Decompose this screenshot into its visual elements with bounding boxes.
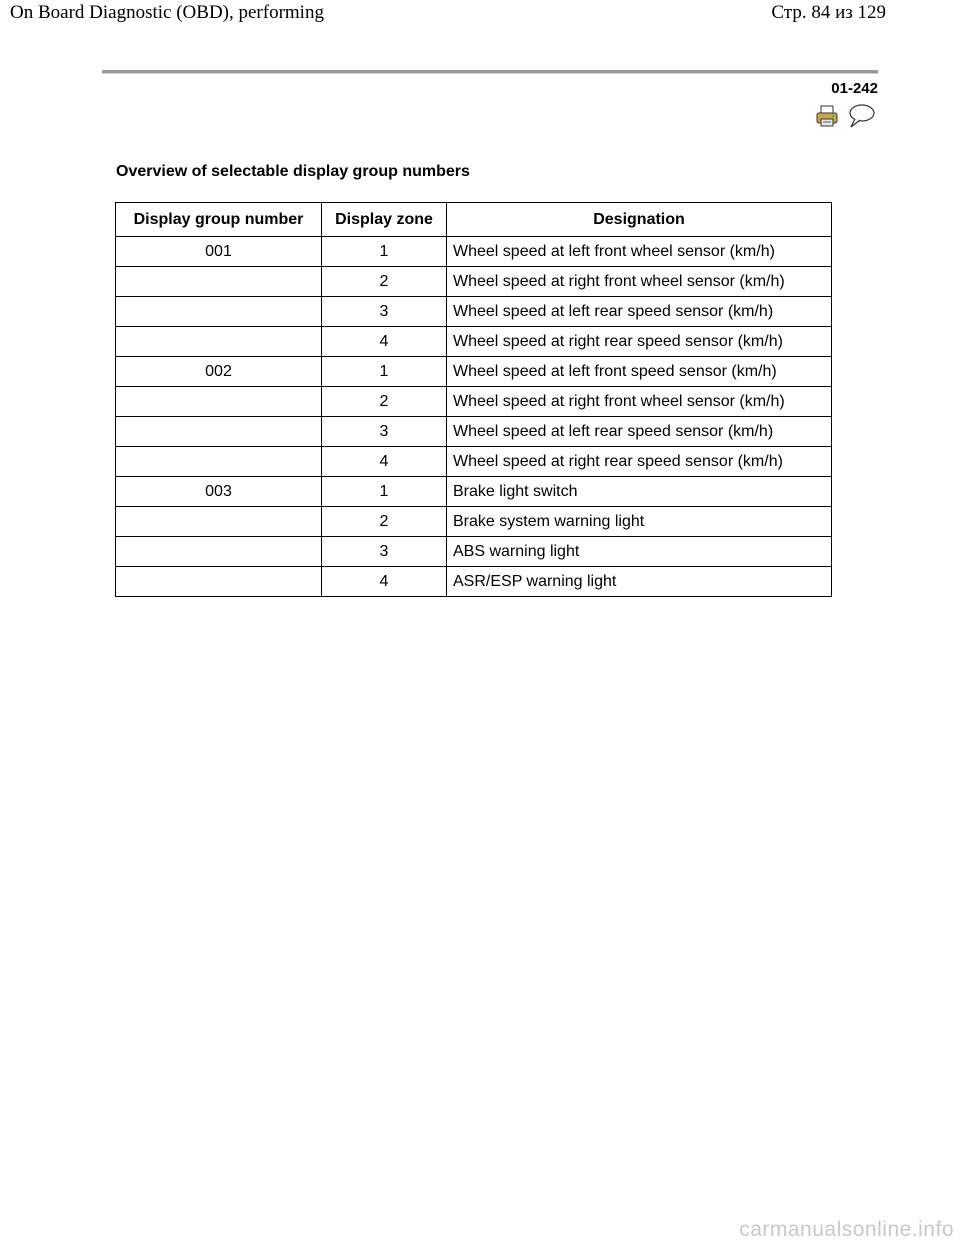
zone-cell: 2 [322,507,447,537]
designation-cell: Wheel speed at right rear speed sensor (km/h) [447,327,832,357]
designation-cell: Wheel speed at left front wheel sensor (km/h) [447,237,832,267]
group-cell [116,507,322,537]
table-row [116,327,832,357]
display-groups-table [115,202,832,597]
table-row [116,387,832,417]
table-row [116,537,832,567]
zone-cell: 1 [322,357,447,387]
zone-cell: 1 [322,477,447,507]
group-cell [116,447,322,477]
designation-cell: Wheel speed at right front wheel sensor (km/h) [447,387,832,417]
document-number: 01-242 [831,80,878,97]
zone-cell: 3 [322,417,447,447]
designation-cell: Wheel speed at left rear speed sensor (km/h) [447,297,832,327]
printer-icon[interactable] [816,105,838,127]
zone-cell: 3 [322,297,447,327]
table-row [116,477,832,507]
group-cell [116,297,322,327]
table-row [116,357,832,387]
group-cell: 001 [116,237,322,267]
document-title: On Board Diagnostic (OBD), performing [10,2,324,23]
group-cell [116,387,322,417]
group-cell [116,537,322,567]
zone-cell: 1 [322,237,447,267]
zone-cell: 4 [322,327,447,357]
column-header: Designation [447,203,832,237]
designation-cell: Wheel speed at left rear speed sensor (km/h) [447,417,832,447]
group-cell [116,327,322,357]
group-cell [116,417,322,447]
header-divider [102,70,878,74]
designation-cell: ASR/ESP warning light [447,567,832,597]
zone-cell: 2 [322,387,447,417]
designation-cell: Wheel speed at right rear speed sensor (km/h) [447,447,832,477]
table-row [116,507,832,537]
table-row [116,567,832,597]
group-cell: 002 [116,357,322,387]
designation-cell: Brake system warning light [447,507,832,537]
zone-cell: 4 [322,447,447,477]
section-heading: Overview of selectable display group numbers [116,163,470,180]
designation-cell: Wheel speed at right front wheel sensor (km/h) [447,267,832,297]
table-row [116,417,832,447]
zone-cell: 3 [322,537,447,567]
zone-cell: 2 [322,267,447,297]
page-counter: Стр. 84 из 129 [771,2,886,23]
table-row [116,267,832,297]
designation-cell: Wheel speed at left front speed sensor (km/h) [447,357,832,387]
table-row [116,447,832,477]
group-cell [116,267,322,297]
designation-cell: Brake light switch [447,477,832,507]
speech-bubble-icon[interactable] [846,103,876,129]
group-cell [116,567,322,597]
table-header-row [116,203,832,237]
zone-cell: 4 [322,567,447,597]
group-cell: 003 [116,477,322,507]
designation-cell: ABS warning light [447,537,832,567]
watermark: carmanualsonline.info [739,1218,954,1241]
table-row [116,237,832,267]
table-row [116,297,832,327]
column-header: Display zone [322,203,447,237]
column-header: Display group number [116,203,322,237]
